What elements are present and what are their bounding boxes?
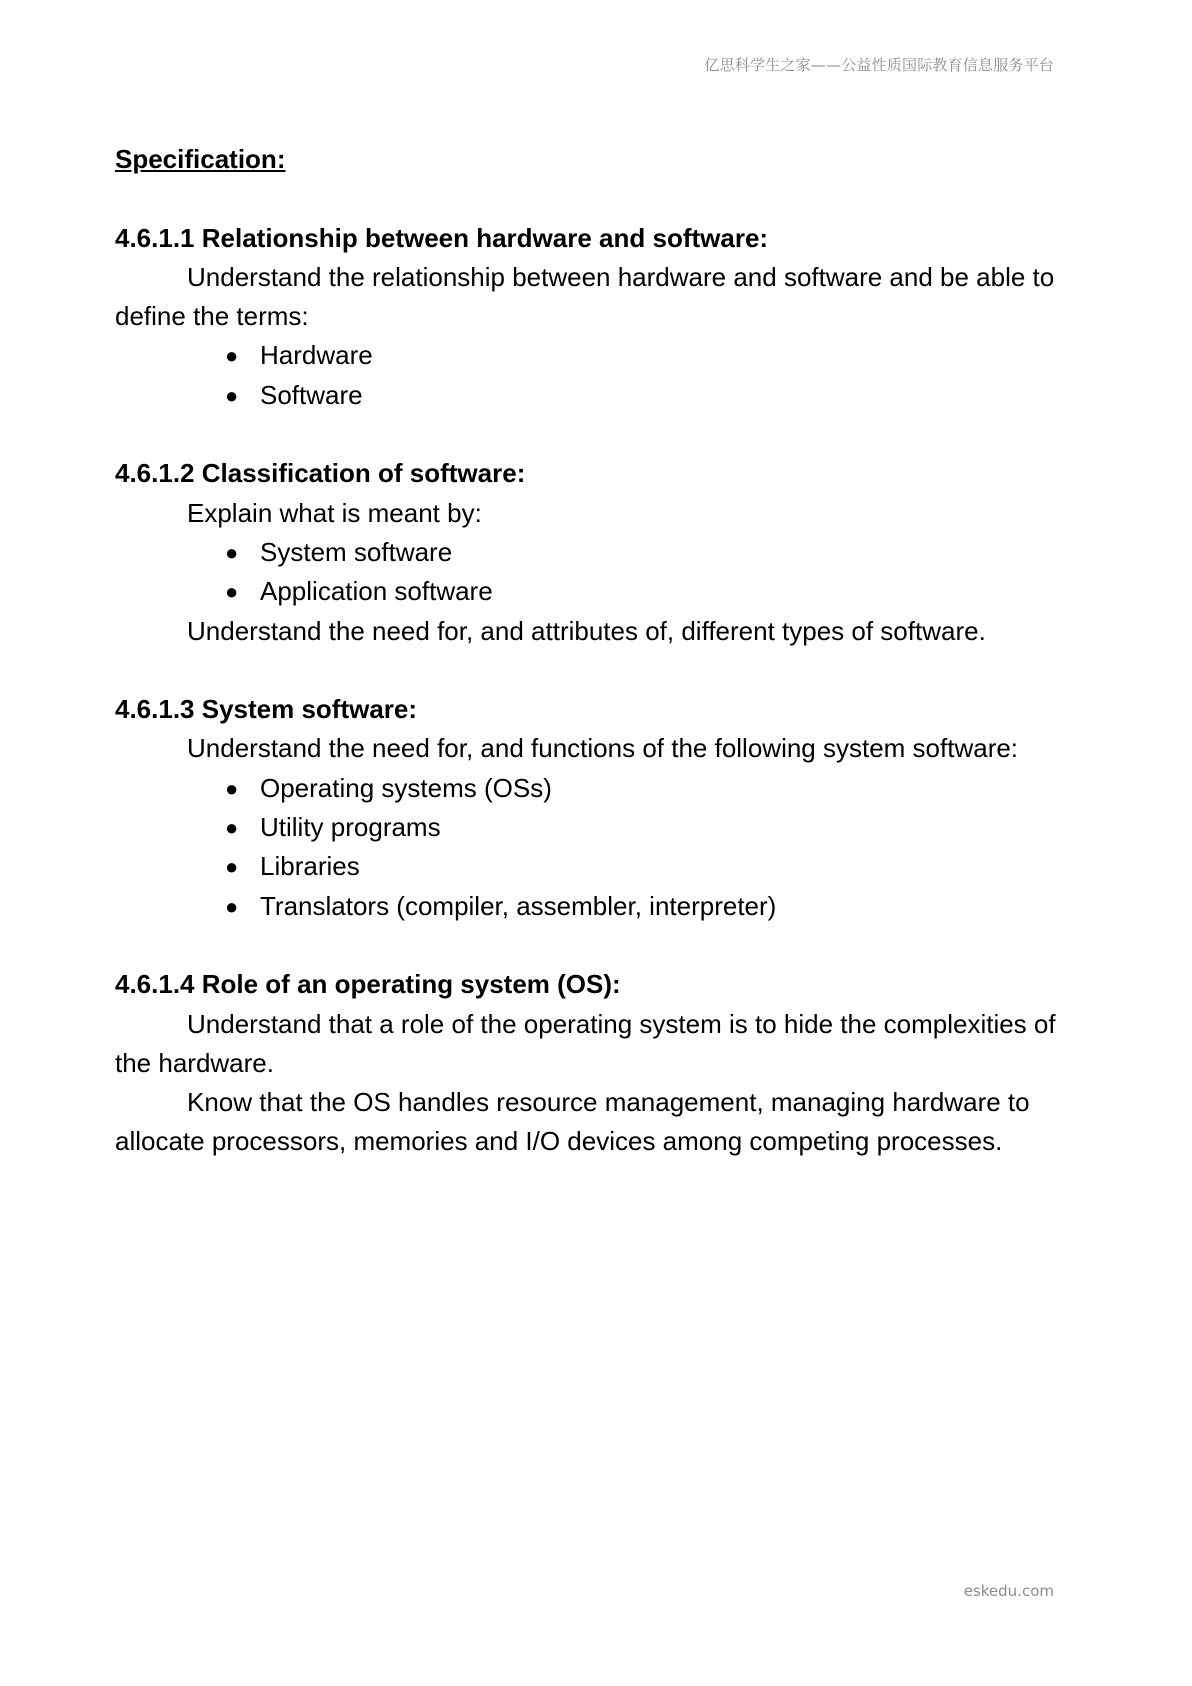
list-item-text: Software [260, 379, 363, 410]
section-intro: Understand the relationship between hardware and software and be able to define the terms: [115, 261, 1055, 332]
list-item [225, 336, 1075, 375]
footer-watermark-text: eskedu.com [963, 1582, 1054, 1600]
list-item-text: Translators (compiler, assembler, interpreter) [260, 890, 777, 921]
bullet-icon: ● [225, 539, 239, 565]
bullet-icon: ● [225, 382, 239, 408]
section-4-6-1-1 [115, 219, 1075, 415]
bullet-list [115, 533, 1075, 612]
list-item-text: System software [260, 536, 453, 567]
list-item [225, 769, 1075, 808]
list-item-text: Libraries [260, 851, 360, 882]
section-intro: Explain what is meant by: [187, 497, 482, 528]
page-title: Specification: [115, 144, 286, 174]
section-4-6-1-3 [115, 690, 1075, 926]
spacer [115, 926, 1075, 965]
list-item [225, 376, 1075, 415]
section-4-6-1-4 [115, 965, 1075, 1161]
bullet-icon: ● [225, 775, 239, 801]
section-paragraph: Understand that a role of the operating system is to hide the complexities of the hardware. [115, 1008, 1056, 1078]
section-paragraph: Know that the OS handles resource management, managing hardware to allocate processors, memories and I/O devices among competing processes. [115, 1087, 1030, 1157]
bullet-icon: ● [225, 815, 239, 841]
spacer [115, 415, 1075, 454]
bullet-icon: ● [225, 893, 239, 919]
bullet-icon: ● [225, 579, 239, 605]
list-item [225, 808, 1075, 847]
bullet-list [115, 336, 1075, 415]
section-heading: 4.6.1.4 Role of an operating system (OS): [115, 969, 621, 1000]
spacer [115, 651, 1075, 690]
list-item [225, 533, 1075, 572]
list-item [225, 887, 1075, 926]
section-intro: Understand the need for, and functions of the following system software: [187, 733, 1019, 764]
bullet-icon: ● [225, 854, 239, 880]
section-4-6-1-2 [115, 454, 1075, 650]
section-heading: 4.6.1.1 Relationship between hardware and software: [115, 222, 769, 253]
list-item-text: Hardware [260, 340, 373, 371]
list-item [225, 847, 1075, 886]
section-heading: 4.6.1.2 Classification of software: [115, 458, 526, 489]
list-item-text: Operating systems (OSs) [260, 772, 552, 803]
bullet-icon: ● [225, 343, 239, 369]
section-heading: 4.6.1.3 System software: [115, 694, 418, 725]
document-body [115, 140, 1075, 1162]
bullet-list [115, 769, 1075, 926]
header-watermark-text: 亿思科学生之家——公益性质国际教育信息服务平台 [704, 56, 1054, 74]
spacer [115, 179, 1075, 218]
list-item [225, 572, 1075, 611]
list-item-text: Utility programs [260, 812, 441, 843]
list-item-text: Application software [260, 576, 493, 607]
section-outro: Understand the need for, and attributes of, different types of software. [187, 615, 986, 646]
